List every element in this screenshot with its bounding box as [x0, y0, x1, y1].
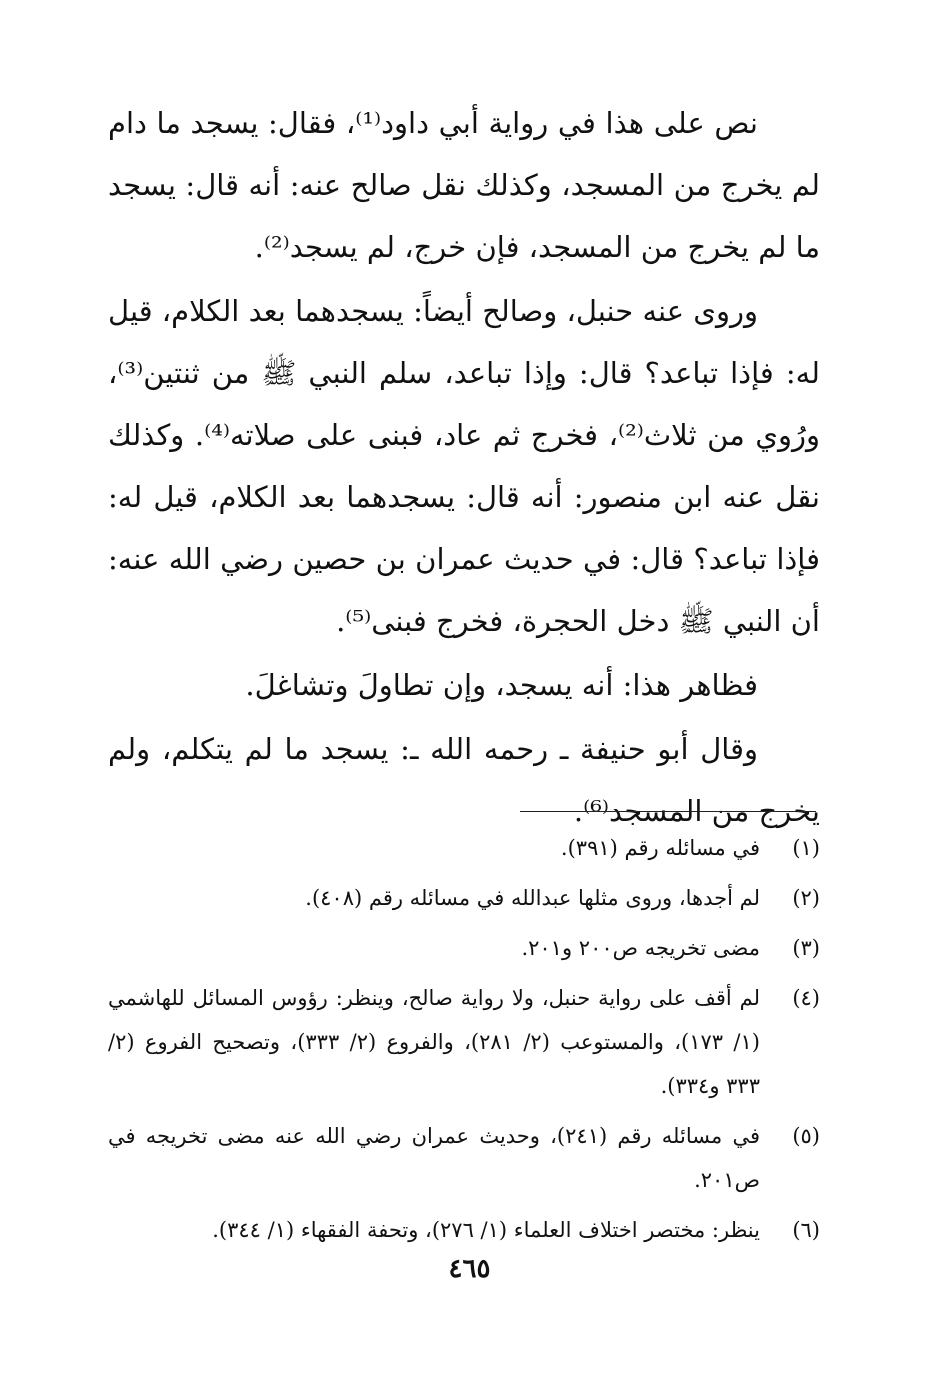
footnote-number: (٢) — [792, 886, 820, 910]
footnote-4 — [108, 976, 820, 1108]
footnote-text: في مسائله رقم (٣٩١). — [560, 836, 760, 860]
footnote-number: (٦) — [792, 1218, 820, 1242]
footnote-6 — [108, 1208, 820, 1252]
paragraph-2: وروى عنه حنبل، وصالح أيضاً: يسجدهما بعد الكلام، قيل له: فإذا تباعد؟ قال: وإذا تباعد، سلم النبي ﷺ من ثنتين⁽³⁾، ورُوي من ثلاث⁽²⁾، فخرج ثم عاد، فبنى على صلاته⁽⁴⁾. وكذلك نقل عنه ابن منصور: أنه قال: يسجدهما بعد الكلام، قيل له: فإذا تباعد؟ قال: في حديث عمران بن حصين رضي الله عنه: أن النبي ﷺ دخل الحجرة، فخرج فبنى⁽⁵⁾. — [108, 294, 820, 638]
paragraph-3: فظاهر هذا: أنه يسجد، وإن تطاولَ وتشاغلَ. — [245, 668, 758, 702]
footnote-2 — [108, 876, 820, 920]
footnote-number: (١) — [792, 836, 820, 860]
footnote-number: (٣) — [792, 936, 820, 960]
footnote-text: مضى تخريجه ص٢٠٠ و٢٠١. — [521, 936, 760, 960]
footnote-1 — [108, 826, 820, 870]
footnote-number: (٥) — [792, 1124, 820, 1148]
page-number: ٤٦٥ — [448, 1254, 491, 1284]
footnote-3 — [108, 926, 820, 970]
paragraph-4: وقال أبو حنيفة ـ رحمه الله ـ: يسجد ما لم يتكلم، ولم يخرج من المسجد⁽⁶⁾. — [108, 732, 820, 828]
footnote-text: لم أقف على رواية حنبل، ولا رواية صالح، وينظر: رؤوس المسائل للهاشمي (١/ ١٧٣)، والمستوعب (٢/ ٢٨١)، والفروع (٢/ ٣٣٣)، وتصحيح الفروع (٢/ ٣٣٣ و٣٣٤). — [108, 986, 760, 1098]
footnote-5 — [108, 1114, 820, 1202]
footnotes — [108, 826, 820, 1258]
footnote-text: ينظر: مختصر اختلاف العلماء (١/ ٢٧٦)، وتحفة الفقهاء (١/ ٣٤٤). — [212, 1218, 760, 1242]
footnote-text: لم أجدها، وروى مثلها عبدالله في مسائله رقم (٤٠٨). — [305, 886, 760, 910]
footnote-separator — [520, 811, 816, 812]
paragraph-1: نص على هذا في رواية أبي داود⁽¹⁾، فقال: يسجد ما دام لم يخرج من المسجد، وكذلك نقل صالح عنه: أنه قال: يسجد ما لم يخرج من المسجد، فإن خرج، لم يسجد⁽²⁾. — [108, 106, 820, 264]
main-text — [108, 92, 820, 842]
footnote-text: في مسائله رقم (٢٤١)، وحديث عمران رضي الله عنه مضى تخريجه في ص٢٠١. — [108, 1124, 760, 1192]
footnote-number: (٤) — [792, 986, 820, 1010]
